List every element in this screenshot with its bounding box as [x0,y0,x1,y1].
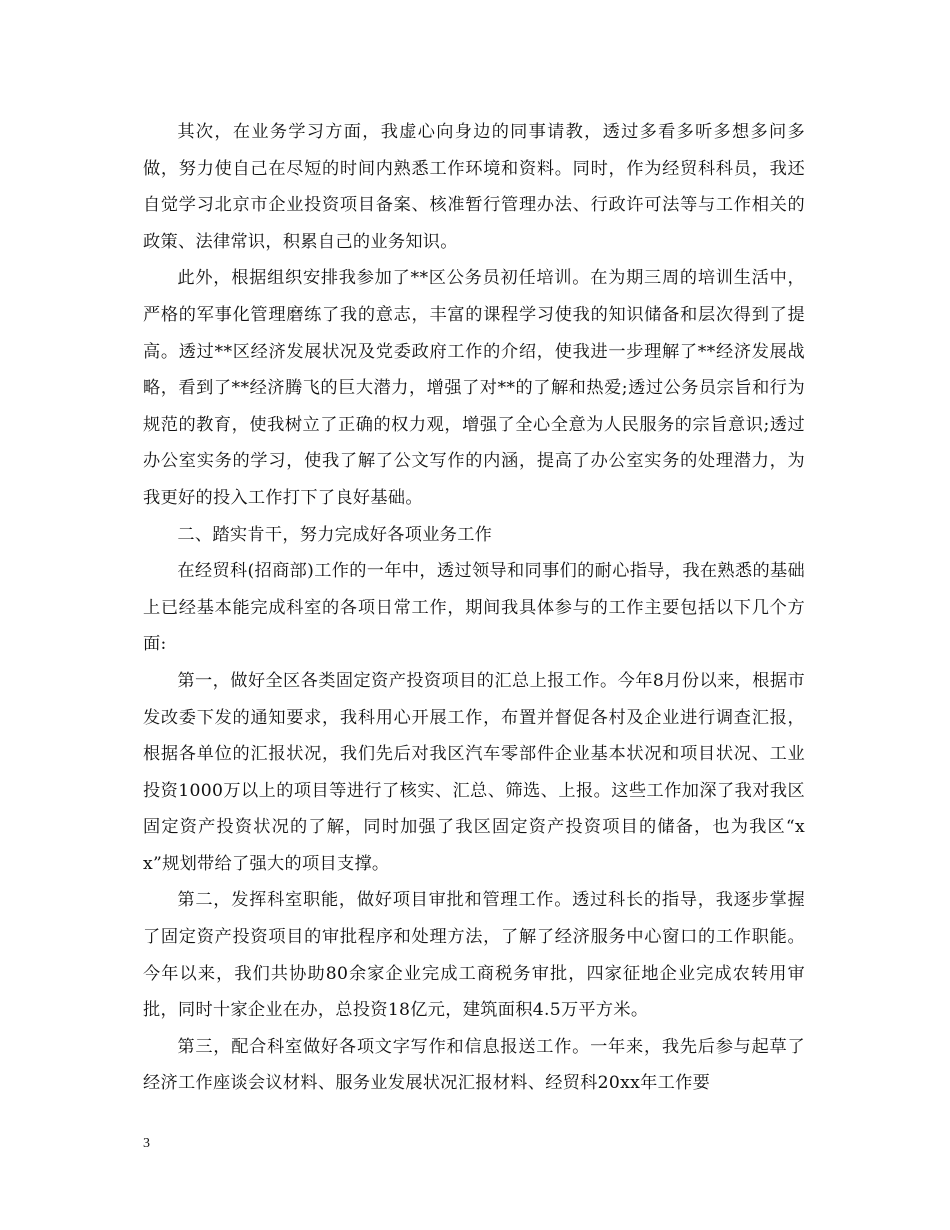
paragraph-second: 第二，发挥科室职能，做好项目审批和管理工作。透过科长的指导，我逐步掌握了固定资产投资项目的审批程序和处理方法，了解了经济服务中心窗口的工作职能。今年以来，我们共协助80余家企业完成工商税务审批，四家征地企业完成农转用审批，同时十家企业在办，总投资18亿元，建筑面积4.5万平方米。 [143,890,805,1021]
section-heading: 二、踏实肯干，努力完成好各项业务工作 [177,524,493,545]
paragraph-intro: 在经贸科(招商部)工作的一年中，透过领导和同事们的耐心指导，我在熟悉的基础上已经基本能完成科室的各项日常工作，期间我具体参与的工作主要包括以下几个方面: [143,561,805,655]
paragraph-study: 其次，在业务学习方面，我虚心向身边的同事请教，透过多看多听多想多问多做，努力使自己在尽短的时间内熟悉工作环境和资料。同时，作为经贸科科员，我还自觉学习北京市企业投资项目备案、核准暂行管理办法、行政许可法等与工作相关的政策、法律常识，积累自己的业务知识。 [143,122,805,252]
paragraph-third: 第三，配合科室做好各项文字写作和信息报送工作。一年来，我先后参与起草了经济工作座谈会议材料、服务业发展状况汇报材料、经贸科20xx年工作要 [143,1036,805,1094]
document-body [143,114,805,1102]
paragraph-first: 第一，做好全区各类固定资产投资项目的汇总上报工作。今年8月份以来，根据市发改委下发的通知要求，我科用心开展工作，布置并督促各村及企业进行调查汇报，根据各单位的汇报状况，我们先后对我区汽车零部件企业基本状况和项目状况、工业投资1000万以上的项目等进行了核实、汇总、筛选、上报。这些工作加深了我对我区固定资产投资状况的了解，同时加强了我区固定资产投资项目的储备，也为我区“xx”规划带给了强大的项目支撑。 [143,670,805,874]
paragraph-training: 此外，根据组织安排我参加了**区公务员初任培训。在为期三周的培训生活中，严格的军事化管理磨练了我的意志，丰富的课程学习使我的知识储备和层次得到了提高。透过**区经济发展状况及党委政府工作的介绍，使我进一步理解了**经济发展战略，看到了**经济腾飞的巨大潜力，增强了对**的了解和热爱;透过公务员宗旨和行为规范的教育，使我树立了正确的权力观，增强了全心全意为人民服务的宗旨意识;透过办公室实务的学习，使我了解了公文写作的内涵，提高了办公室实务的处理潜力，为我更好的投入工作打下了良好基础。 [143,268,805,508]
page-number: 3 [143,1136,150,1151]
